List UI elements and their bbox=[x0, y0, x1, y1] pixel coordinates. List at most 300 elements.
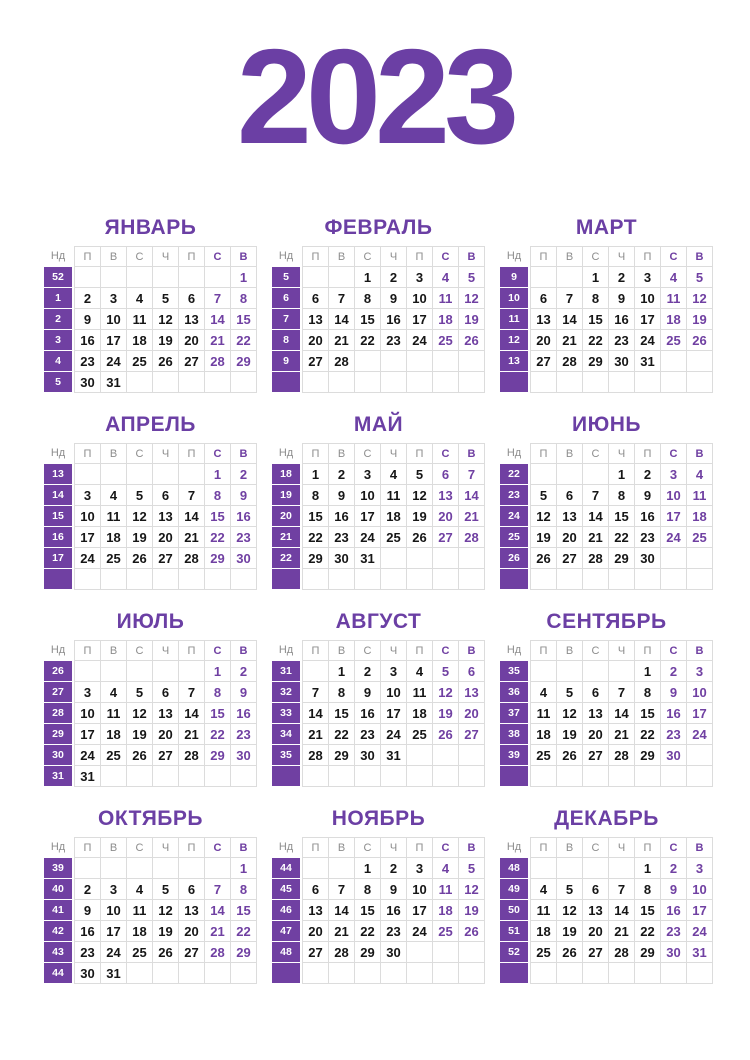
day-cell: 21 bbox=[459, 506, 484, 526]
day-header-cell: П bbox=[635, 247, 660, 266]
day-cell: 15 bbox=[329, 703, 354, 723]
day-cell: 10 bbox=[635, 288, 660, 308]
day-cell: 17 bbox=[661, 506, 686, 526]
day-cell bbox=[433, 766, 458, 786]
week-number-cell: 39 bbox=[44, 858, 72, 878]
month-block bbox=[272, 413, 485, 590]
day-cell: 12 bbox=[433, 682, 458, 702]
day-cell bbox=[101, 267, 126, 287]
day-grid bbox=[302, 246, 485, 393]
day-cell bbox=[583, 766, 608, 786]
day-cell: 18 bbox=[381, 506, 406, 526]
day-cell: 7 bbox=[329, 288, 354, 308]
day-cell bbox=[609, 661, 634, 681]
day-cell: 1 bbox=[355, 267, 380, 287]
day-cell bbox=[407, 942, 432, 962]
day-cell: 27 bbox=[433, 527, 458, 547]
day-header-cell: В bbox=[101, 641, 126, 660]
day-grid bbox=[74, 640, 257, 787]
day-cell bbox=[661, 351, 686, 371]
month-title: МАРТ bbox=[575, 216, 638, 239]
day-cell bbox=[687, 766, 712, 786]
day-cell: 1 bbox=[609, 464, 634, 484]
day-cell bbox=[407, 766, 432, 786]
day-cell: 1 bbox=[303, 464, 328, 484]
day-header-cell: С bbox=[205, 838, 230, 857]
day-cell: 10 bbox=[407, 288, 432, 308]
week-number-cell: 39 bbox=[500, 745, 528, 765]
day-cell: 12 bbox=[153, 309, 178, 329]
day-cell bbox=[179, 372, 204, 392]
day-cell: 2 bbox=[381, 267, 406, 287]
day-cell: 14 bbox=[303, 703, 328, 723]
day-header-cell: В bbox=[557, 641, 582, 660]
day-cell: 20 bbox=[303, 330, 328, 350]
week-number-cell: 52 bbox=[44, 267, 72, 287]
day-cell: 6 bbox=[557, 485, 582, 505]
day-cell bbox=[459, 548, 484, 568]
day-cell: 7 bbox=[303, 682, 328, 702]
day-header-cell: С bbox=[127, 247, 152, 266]
day-cell: 1 bbox=[205, 464, 230, 484]
day-header-cell: П bbox=[179, 444, 204, 463]
day-cell: 11 bbox=[127, 900, 152, 920]
day-header-cell: С bbox=[661, 641, 686, 660]
day-cell: 14 bbox=[205, 900, 230, 920]
day-cell bbox=[531, 267, 556, 287]
day-cell: 27 bbox=[531, 351, 556, 371]
day-cell: 18 bbox=[127, 921, 152, 941]
month-block bbox=[272, 807, 485, 984]
week-number-cell: 1 bbox=[44, 288, 72, 308]
day-cell bbox=[583, 569, 608, 589]
day-cell bbox=[557, 661, 582, 681]
day-cell: 27 bbox=[303, 351, 328, 371]
day-cell: 24 bbox=[101, 351, 126, 371]
day-cell bbox=[459, 569, 484, 589]
day-cell bbox=[531, 858, 556, 878]
day-cell: 1 bbox=[635, 661, 660, 681]
day-cell: 22 bbox=[355, 330, 380, 350]
day-header-cell: П bbox=[75, 247, 100, 266]
day-header-cell: Ч bbox=[381, 444, 406, 463]
day-cell: 11 bbox=[531, 900, 556, 920]
day-cell: 30 bbox=[231, 745, 256, 765]
week-number-cell bbox=[272, 766, 300, 786]
day-cell: 26 bbox=[127, 548, 152, 568]
day-cell: 23 bbox=[355, 724, 380, 744]
day-cell bbox=[179, 661, 204, 681]
day-cell bbox=[153, 963, 178, 983]
week-number-cell: 41 bbox=[44, 900, 72, 920]
day-cell: 4 bbox=[531, 879, 556, 899]
month-title: АВГУСТ bbox=[335, 610, 422, 633]
day-cell: 3 bbox=[687, 661, 712, 681]
week-number-column bbox=[500, 246, 528, 393]
month-block bbox=[44, 807, 257, 984]
week-number-cell: 48 bbox=[272, 942, 300, 962]
day-cell: 8 bbox=[583, 288, 608, 308]
day-cell: 25 bbox=[433, 921, 458, 941]
day-cell bbox=[433, 963, 458, 983]
day-cell: 21 bbox=[329, 921, 354, 941]
day-cell: 3 bbox=[381, 661, 406, 681]
day-cell bbox=[635, 766, 660, 786]
day-cell bbox=[557, 963, 582, 983]
day-cell: 16 bbox=[231, 703, 256, 723]
day-header-cell: В bbox=[459, 444, 484, 463]
day-cell: 9 bbox=[329, 485, 354, 505]
week-number-cell: 9 bbox=[272, 351, 300, 371]
day-cell: 5 bbox=[531, 485, 556, 505]
day-cell: 22 bbox=[205, 527, 230, 547]
day-header-cell: П bbox=[303, 247, 328, 266]
day-cell: 10 bbox=[355, 485, 380, 505]
day-cell: 2 bbox=[661, 858, 686, 878]
day-cell bbox=[329, 766, 354, 786]
day-cell bbox=[205, 766, 230, 786]
day-cell bbox=[205, 569, 230, 589]
day-cell: 7 bbox=[583, 485, 608, 505]
week-number-cell: 38 bbox=[500, 724, 528, 744]
day-header-cell: Ч bbox=[609, 247, 634, 266]
day-cell: 30 bbox=[75, 372, 100, 392]
month-title: АПРЕЛЬ bbox=[105, 413, 196, 436]
day-cell bbox=[153, 464, 178, 484]
day-cell bbox=[661, 372, 686, 392]
day-cell: 28 bbox=[459, 527, 484, 547]
week-number-cell: 20 bbox=[272, 506, 300, 526]
week-column-header: Нд bbox=[506, 250, 522, 262]
day-header-cell: В bbox=[231, 838, 256, 857]
day-cell: 21 bbox=[329, 330, 354, 350]
week-number-cell: 7 bbox=[272, 309, 300, 329]
day-header-cell: В bbox=[329, 641, 354, 660]
day-cell: 17 bbox=[101, 330, 126, 350]
day-cell: 13 bbox=[557, 506, 582, 526]
day-cell: 11 bbox=[661, 288, 686, 308]
week-number-cell: 22 bbox=[500, 464, 528, 484]
day-cell bbox=[433, 942, 458, 962]
week-number-cell: 34 bbox=[272, 724, 300, 744]
day-cell bbox=[687, 963, 712, 983]
day-cell: 7 bbox=[459, 464, 484, 484]
day-cell bbox=[557, 858, 582, 878]
week-number-cell: 29 bbox=[44, 724, 72, 744]
day-cell: 6 bbox=[179, 879, 204, 899]
day-cell: 12 bbox=[557, 703, 582, 723]
day-cell: 13 bbox=[583, 900, 608, 920]
day-cell: 16 bbox=[661, 703, 686, 723]
day-cell: 2 bbox=[75, 288, 100, 308]
day-cell: 6 bbox=[433, 464, 458, 484]
day-grid bbox=[74, 837, 257, 984]
day-cell: 2 bbox=[231, 661, 256, 681]
day-cell: 15 bbox=[355, 900, 380, 920]
day-cell: 31 bbox=[381, 745, 406, 765]
day-cell: 28 bbox=[179, 548, 204, 568]
day-header-cell: В bbox=[459, 247, 484, 266]
day-cell: 19 bbox=[127, 527, 152, 547]
day-cell: 22 bbox=[231, 330, 256, 350]
day-cell bbox=[329, 372, 354, 392]
day-cell: 8 bbox=[231, 879, 256, 899]
week-number-cell: 5 bbox=[272, 267, 300, 287]
day-cell: 16 bbox=[75, 921, 100, 941]
day-cell: 16 bbox=[75, 330, 100, 350]
day-cell bbox=[303, 372, 328, 392]
day-cell: 5 bbox=[557, 682, 582, 702]
week-column-header: Нд bbox=[278, 644, 294, 656]
day-cell: 4 bbox=[433, 267, 458, 287]
day-cell: 23 bbox=[381, 921, 406, 941]
day-cell: 5 bbox=[153, 288, 178, 308]
day-cell bbox=[687, 372, 712, 392]
day-cell: 18 bbox=[407, 703, 432, 723]
day-cell: 1 bbox=[355, 858, 380, 878]
day-cell: 11 bbox=[101, 506, 126, 526]
day-cell bbox=[381, 372, 406, 392]
week-number-column bbox=[44, 443, 72, 590]
day-header-cell: П bbox=[407, 247, 432, 266]
day-header-cell: Ч bbox=[153, 641, 178, 660]
day-cell: 23 bbox=[661, 724, 686, 744]
week-number-cell: 16 bbox=[44, 527, 72, 547]
day-header-cell: С bbox=[355, 444, 380, 463]
day-cell: 9 bbox=[231, 682, 256, 702]
week-number-cell: 23 bbox=[500, 485, 528, 505]
week-number-cell: 44 bbox=[44, 963, 72, 983]
day-header-cell: С bbox=[661, 444, 686, 463]
day-cell: 26 bbox=[153, 351, 178, 371]
day-cell bbox=[459, 351, 484, 371]
day-header-cell: В bbox=[687, 444, 712, 463]
day-cell bbox=[75, 267, 100, 287]
day-cell: 7 bbox=[179, 485, 204, 505]
day-cell bbox=[433, 548, 458, 568]
week-number-cell: 22 bbox=[272, 548, 300, 568]
month-title: ЯНВАРЬ bbox=[104, 216, 197, 239]
day-cell: 31 bbox=[101, 963, 126, 983]
day-cell: 28 bbox=[205, 351, 230, 371]
months-grid bbox=[44, 216, 713, 984]
day-cell: 7 bbox=[609, 879, 634, 899]
month-block bbox=[500, 216, 713, 393]
day-header-cell: В bbox=[231, 444, 256, 463]
day-cell: 19 bbox=[407, 506, 432, 526]
day-header-cell: П bbox=[303, 444, 328, 463]
day-cell: 15 bbox=[205, 703, 230, 723]
day-header-cell: С bbox=[433, 444, 458, 463]
day-cell bbox=[557, 372, 582, 392]
day-cell: 26 bbox=[531, 548, 556, 568]
week-number-cell: 14 bbox=[44, 485, 72, 505]
day-cell bbox=[635, 372, 660, 392]
day-cell bbox=[407, 372, 432, 392]
day-cell: 6 bbox=[303, 288, 328, 308]
day-cell: 6 bbox=[531, 288, 556, 308]
day-cell: 24 bbox=[661, 527, 686, 547]
day-cell: 23 bbox=[329, 527, 354, 547]
day-cell: 20 bbox=[153, 724, 178, 744]
day-header-cell: Ч bbox=[153, 444, 178, 463]
day-header-cell: Ч bbox=[609, 444, 634, 463]
day-cell: 10 bbox=[75, 703, 100, 723]
day-cell bbox=[661, 569, 686, 589]
month-body bbox=[44, 640, 257, 787]
day-cell: 4 bbox=[127, 879, 152, 899]
day-cell: 30 bbox=[381, 942, 406, 962]
day-header-cell: В bbox=[101, 247, 126, 266]
day-cell: 14 bbox=[609, 900, 634, 920]
day-cell: 22 bbox=[583, 330, 608, 350]
day-cell: 9 bbox=[231, 485, 256, 505]
day-cell: 11 bbox=[531, 703, 556, 723]
week-number-cell: 45 bbox=[272, 879, 300, 899]
day-cell: 3 bbox=[75, 682, 100, 702]
day-cell: 11 bbox=[381, 485, 406, 505]
day-cell bbox=[609, 569, 634, 589]
day-cell: 27 bbox=[583, 745, 608, 765]
month-title: ДЕКАБРЬ bbox=[554, 807, 659, 830]
day-cell: 23 bbox=[231, 527, 256, 547]
day-cell: 21 bbox=[179, 724, 204, 744]
week-number-column bbox=[500, 837, 528, 984]
month-block bbox=[500, 413, 713, 590]
day-cell bbox=[303, 661, 328, 681]
day-cell: 25 bbox=[687, 527, 712, 547]
day-cell bbox=[661, 548, 686, 568]
day-cell: 8 bbox=[329, 682, 354, 702]
week-column-header: Нд bbox=[278, 841, 294, 853]
day-cell: 30 bbox=[661, 942, 686, 962]
day-cell bbox=[329, 963, 354, 983]
day-header-cell: В bbox=[687, 641, 712, 660]
day-cell: 28 bbox=[179, 745, 204, 765]
day-cell: 18 bbox=[127, 330, 152, 350]
day-cell: 15 bbox=[583, 309, 608, 329]
week-number-cell: 28 bbox=[44, 703, 72, 723]
day-cell: 15 bbox=[609, 506, 634, 526]
day-header-cell: В bbox=[557, 444, 582, 463]
day-cell bbox=[75, 569, 100, 589]
day-cell bbox=[101, 858, 126, 878]
day-cell bbox=[459, 963, 484, 983]
day-grid bbox=[74, 443, 257, 590]
day-cell: 2 bbox=[231, 464, 256, 484]
day-cell: 23 bbox=[75, 351, 100, 371]
month-body bbox=[272, 837, 485, 984]
day-cell: 25 bbox=[127, 351, 152, 371]
week-number-cell: 10 bbox=[500, 288, 528, 308]
day-cell bbox=[531, 661, 556, 681]
day-cell: 11 bbox=[687, 485, 712, 505]
day-cell bbox=[433, 372, 458, 392]
day-cell: 19 bbox=[531, 527, 556, 547]
week-number-cell: 31 bbox=[272, 661, 300, 681]
day-cell bbox=[407, 351, 432, 371]
day-cell: 16 bbox=[381, 309, 406, 329]
day-cell bbox=[179, 464, 204, 484]
day-cell: 29 bbox=[635, 745, 660, 765]
day-cell: 1 bbox=[231, 267, 256, 287]
day-cell: 5 bbox=[433, 661, 458, 681]
day-header-cell: В bbox=[687, 838, 712, 857]
day-cell: 3 bbox=[101, 288, 126, 308]
day-cell: 28 bbox=[329, 942, 354, 962]
month-block bbox=[44, 610, 257, 787]
day-cell: 1 bbox=[583, 267, 608, 287]
day-cell: 25 bbox=[101, 548, 126, 568]
day-cell bbox=[355, 372, 380, 392]
day-cell: 28 bbox=[329, 351, 354, 371]
day-cell bbox=[687, 745, 712, 765]
day-cell: 21 bbox=[205, 330, 230, 350]
day-cell bbox=[531, 569, 556, 589]
day-cell: 20 bbox=[179, 330, 204, 350]
day-cell bbox=[583, 661, 608, 681]
day-cell: 19 bbox=[687, 309, 712, 329]
day-cell bbox=[153, 661, 178, 681]
day-cell: 31 bbox=[687, 942, 712, 962]
day-cell: 7 bbox=[329, 879, 354, 899]
week-column-header: Нд bbox=[278, 447, 294, 459]
day-cell: 19 bbox=[433, 703, 458, 723]
day-grid bbox=[302, 837, 485, 984]
day-cell: 31 bbox=[75, 766, 100, 786]
day-cell bbox=[231, 569, 256, 589]
day-cell: 29 bbox=[329, 745, 354, 765]
day-cell: 17 bbox=[355, 506, 380, 526]
week-column-header: Нд bbox=[506, 447, 522, 459]
month-body bbox=[500, 246, 713, 393]
day-cell: 9 bbox=[661, 682, 686, 702]
day-header-cell: П bbox=[303, 641, 328, 660]
day-header-cell: П bbox=[179, 247, 204, 266]
day-cell: 9 bbox=[661, 879, 686, 899]
day-cell: 20 bbox=[583, 724, 608, 744]
week-number-cell: 13 bbox=[500, 351, 528, 371]
day-cell: 31 bbox=[635, 351, 660, 371]
day-cell: 8 bbox=[355, 288, 380, 308]
day-cell: 2 bbox=[75, 879, 100, 899]
week-number-cell: 19 bbox=[272, 485, 300, 505]
day-cell: 29 bbox=[231, 942, 256, 962]
day-header-cell: С bbox=[127, 838, 152, 857]
day-cell: 2 bbox=[329, 464, 354, 484]
day-cell: 24 bbox=[75, 548, 100, 568]
day-cell bbox=[127, 569, 152, 589]
day-cell: 27 bbox=[557, 548, 582, 568]
day-header-cell: П bbox=[303, 838, 328, 857]
day-cell: 19 bbox=[557, 724, 582, 744]
week-column-header: Нд bbox=[50, 644, 66, 656]
day-cell bbox=[75, 464, 100, 484]
day-cell bbox=[179, 858, 204, 878]
day-header-cell: П bbox=[635, 838, 660, 857]
day-cell: 24 bbox=[687, 921, 712, 941]
day-cell: 2 bbox=[355, 661, 380, 681]
day-header-cell: П bbox=[75, 838, 100, 857]
day-cell bbox=[127, 963, 152, 983]
day-cell: 13 bbox=[433, 485, 458, 505]
week-number-column bbox=[272, 837, 300, 984]
day-cell: 17 bbox=[407, 900, 432, 920]
day-header-cell: П bbox=[531, 444, 556, 463]
week-number-cell bbox=[500, 569, 528, 589]
day-cell: 10 bbox=[407, 879, 432, 899]
day-header-cell: П bbox=[75, 641, 100, 660]
